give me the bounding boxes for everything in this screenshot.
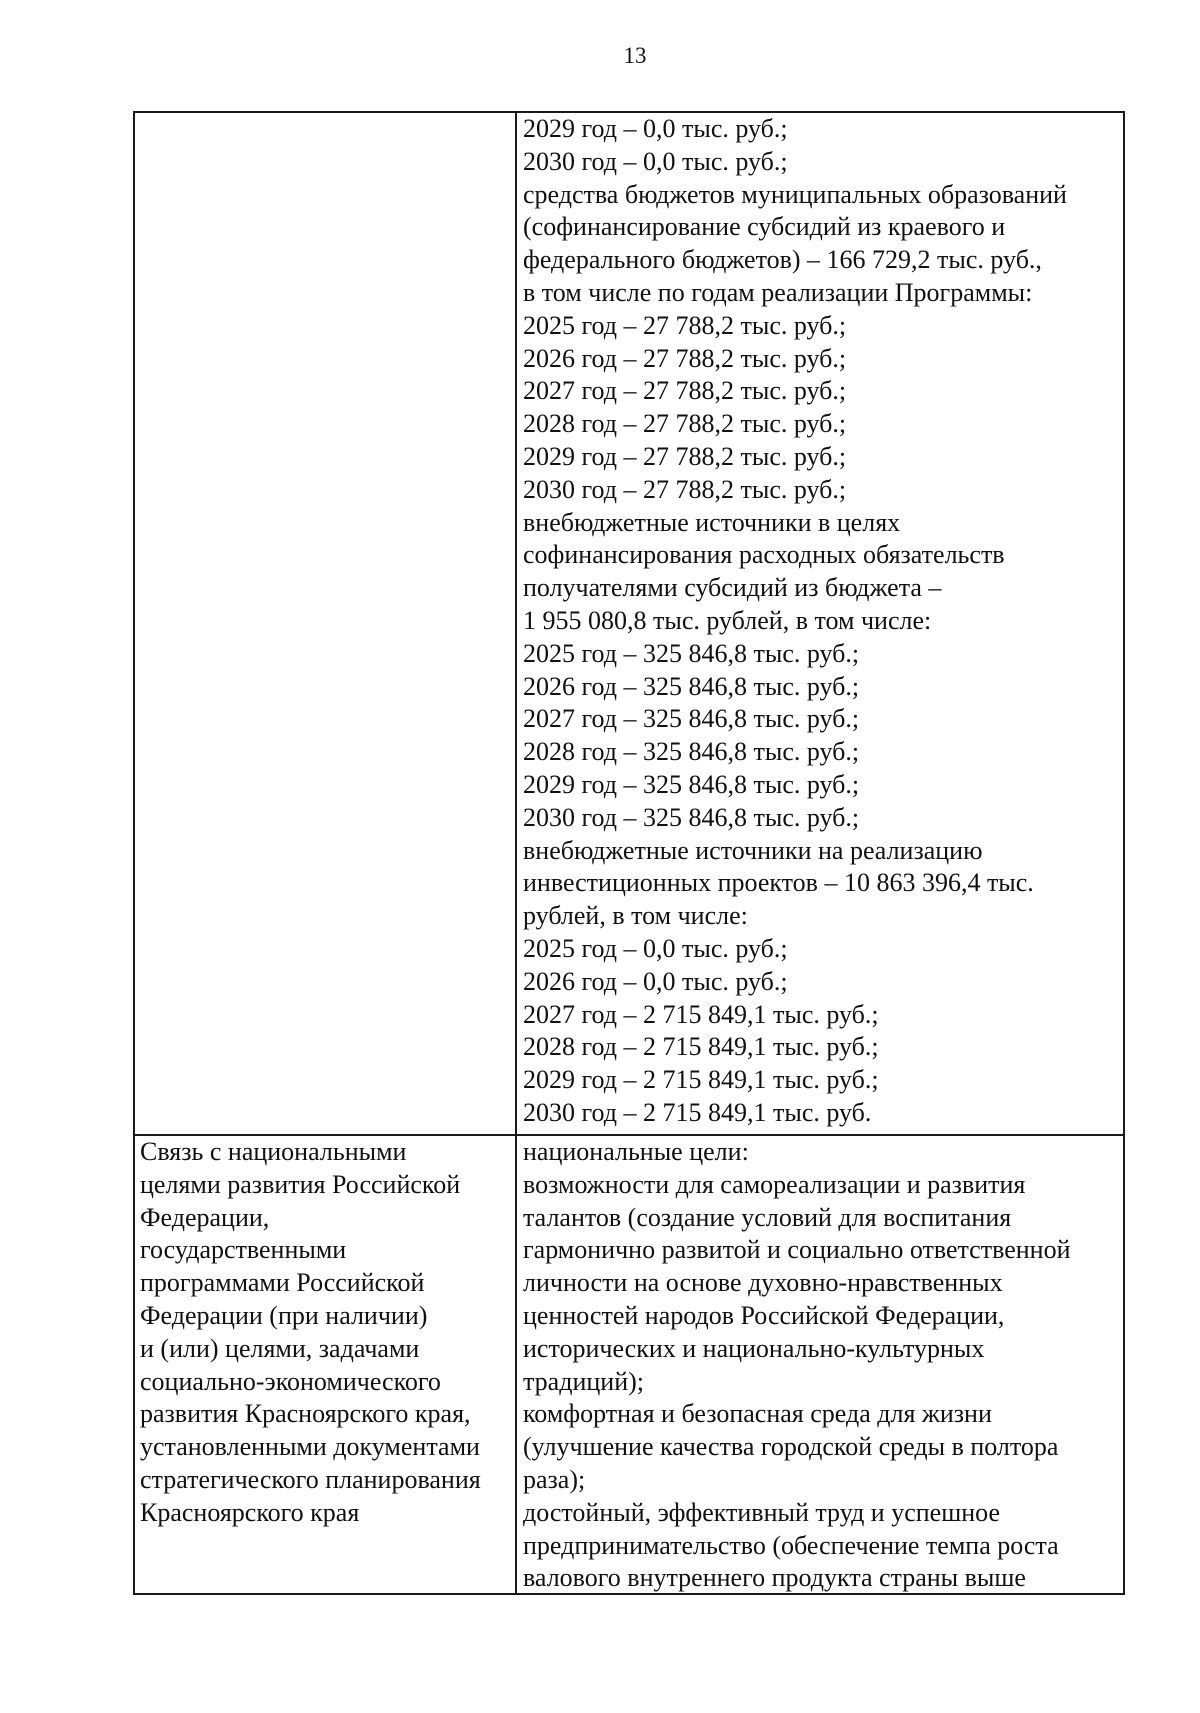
text-line: Федерации, <box>140 1202 270 1232</box>
text-line: 2028 год – 325 846,8 тыс. руб.; <box>523 737 860 767</box>
text-line: инвестиционных проектов – 10 863 396,4 тыс. <box>523 868 1034 898</box>
document-table <box>133 111 1125 1595</box>
text-line: целями развития Российской <box>140 1169 461 1199</box>
text-line: национальные цели: <box>523 1137 749 1166</box>
text-line: внебюджетные источники в целях <box>523 507 901 537</box>
text-line: рублей, в том числе: <box>523 901 748 931</box>
row1-value-cell <box>517 113 1123 1134</box>
text-line: 2028 год – 2 715 849,1 тыс. руб.; <box>523 1032 879 1062</box>
text-line: 2027 год – 2 715 849,1 тыс. руб.; <box>523 999 879 1029</box>
text-line: предпринимательство (обеспечение темпа роста <box>523 1530 1059 1560</box>
text-line: софинансирования расходных обязательств <box>523 540 1005 570</box>
text-line: 2026 год – 325 846,8 тыс. руб.; <box>523 671 860 701</box>
text-line: Связь с национальными <box>140 1137 407 1166</box>
text-line: (софинансирование субсидий из краевого и <box>523 212 1006 242</box>
text-line: 2030 год – 2 715 849,1 тыс. руб. <box>523 1097 872 1127</box>
text-line: средства бюджетов муниципальных образований <box>523 179 1067 209</box>
text-line: федерального бюджетов) – 166 729,2 тыс. руб., <box>523 245 1042 275</box>
table-row-national-goals <box>135 1134 1123 1593</box>
text-line: валового внутреннего продукта страны выше <box>523 1563 1026 1593</box>
text-line: 2029 год – 0,0 тыс. руб.; <box>523 114 788 143</box>
text-line: 2026 год – 0,0 тыс. руб.; <box>523 966 788 996</box>
text-line: 2026 год – 27 788,2 тыс. руб.; <box>523 343 847 373</box>
text-line: программами Российской <box>140 1268 425 1298</box>
text-line: талантов (создание условий для воспитания <box>523 1202 1012 1232</box>
text-line: комфортная и безопасная среда для жизни <box>523 1399 992 1429</box>
text-line: Красноярского края <box>140 1497 360 1527</box>
text-line: 2025 год – 0,0 тыс. руб.; <box>523 933 788 963</box>
text-line: установленными документами <box>140 1432 480 1462</box>
text-line: 2028 год – 27 788,2 тыс. руб.; <box>523 409 847 439</box>
text-line: возможности для самореализации и развития <box>523 1169 1026 1199</box>
text-line: гармонично развитой и социально ответственной <box>523 1235 1071 1265</box>
text-line: достойный, эффективный труд и успешное <box>523 1497 1001 1527</box>
text-line: 2025 год – 325 846,8 тыс. руб.; <box>523 638 860 668</box>
text-line: 2025 год – 27 788,2 тыс. руб.; <box>523 310 847 340</box>
text-line: Федерации (при наличии) <box>140 1300 428 1330</box>
text-line: 2030 год – 27 788,2 тыс. руб.; <box>523 474 847 504</box>
text-line: 2027 год – 325 846,8 тыс. руб.; <box>523 704 860 734</box>
text-line: 2029 год – 2 715 849,1 тыс. руб.; <box>523 1065 879 1095</box>
text-line: в том числе по годам реализации Программы: <box>523 277 1033 307</box>
text-line: 2030 год – 325 846,8 тыс. руб.; <box>523 802 860 832</box>
text-line: раза); <box>523 1464 586 1494</box>
row1-label-cell <box>135 113 517 1134</box>
text-line: исторических и национально-культурных <box>523 1333 985 1363</box>
text-line: 2029 год – 27 788,2 тыс. руб.; <box>523 441 847 471</box>
page-number: 13 <box>623 43 647 68</box>
table-row-financing <box>135 113 1123 1134</box>
text-line: ценностей народов Российской Федерации, <box>523 1300 1005 1330</box>
text-line: традиций); <box>523 1366 644 1396</box>
text-line: государственными <box>140 1235 347 1265</box>
row2-value-cell <box>517 1136 1123 1593</box>
row2-label-cell <box>135 1136 517 1593</box>
text-line: 2027 год – 27 788,2 тыс. руб.; <box>523 376 847 406</box>
text-line: 1 955 080,8 тыс. рублей, в том числе: <box>523 605 932 635</box>
text-line: 2030 год – 0,0 тыс. руб.; <box>523 146 788 176</box>
text-line: личности на основе духовно-нравственных <box>523 1268 1003 1298</box>
text-line: получателями субсидий из бюджета – <box>523 573 942 603</box>
text-line: стратегического планирования <box>140 1464 481 1494</box>
text-line: и (или) целями, задачами <box>140 1333 420 1363</box>
text-line: (улучшение качества городской среды в полтора <box>523 1432 1059 1462</box>
text-line: 2029 год – 325 846,8 тыс. руб.; <box>523 769 860 799</box>
text-line: развития Красноярского края, <box>140 1399 471 1429</box>
text-line: внебюджетные источники на реализацию <box>523 835 983 865</box>
text-line: социально-экономического <box>140 1366 441 1396</box>
